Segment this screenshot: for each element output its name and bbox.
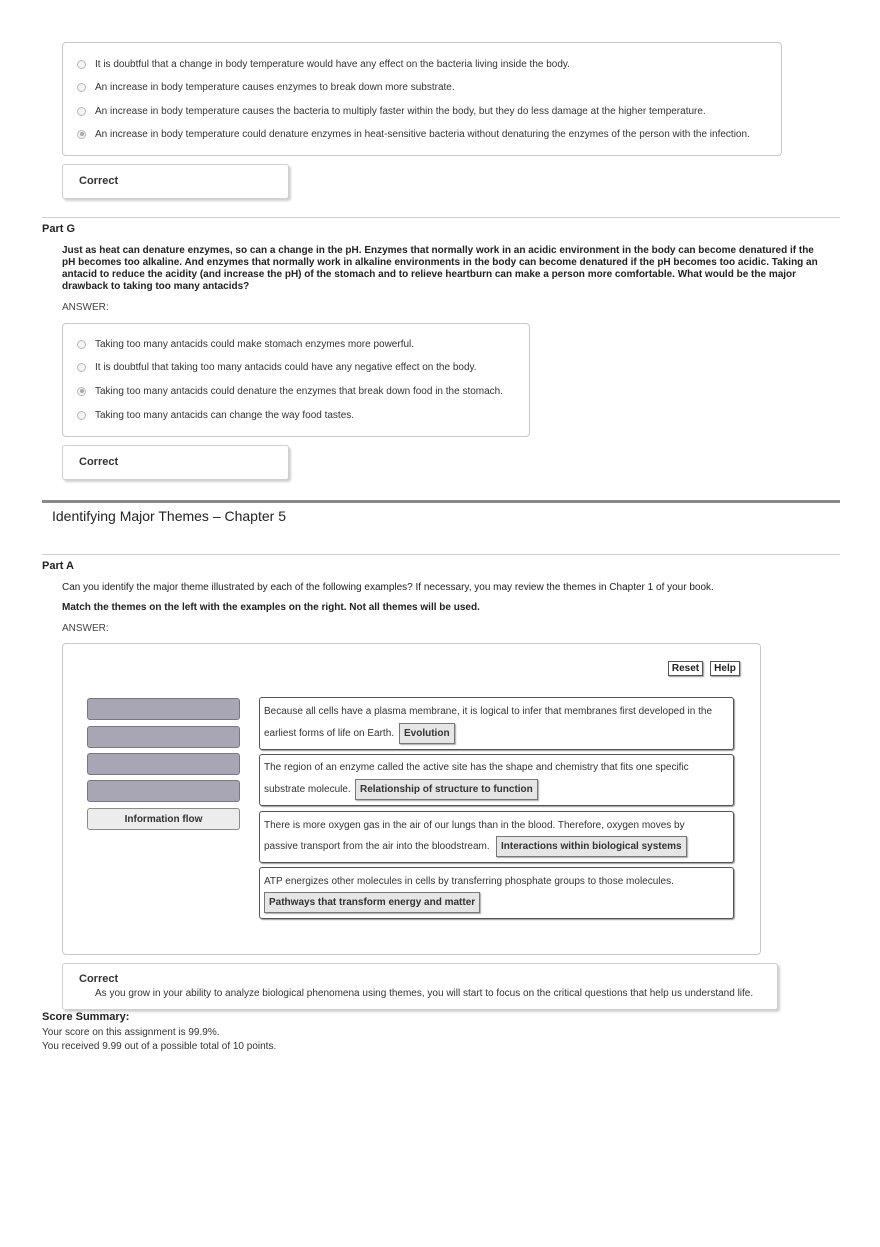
example-text: passive transport from the air into the bloodstream. bbox=[264, 841, 490, 852]
part-label: Part A bbox=[42, 560, 74, 572]
radio-button-selected[interactable] bbox=[77, 130, 86, 139]
answer-label: ANSWER: bbox=[62, 302, 109, 313]
answer-option[interactable] bbox=[77, 104, 706, 118]
theme-slot-empty[interactable] bbox=[87, 780, 240, 802]
example-text: substrate molecule. bbox=[264, 784, 351, 795]
instruction-text: Match the themes on the left with the examples on the right. Not all themes will be used. bbox=[62, 602, 480, 613]
answer-box bbox=[62, 323, 530, 437]
example-target[interactable] bbox=[259, 697, 734, 750]
reset-button[interactable]: Reset bbox=[668, 661, 703, 676]
feedback-box bbox=[62, 445, 289, 480]
option-text: An increase in body temperature could denature enzymes in heat-sensitive bacteria without denaturing the enzymes of the person with the infection. bbox=[95, 128, 750, 140]
prev-answer-box bbox=[62, 42, 782, 156]
example-text: earliest forms of life on Earth. bbox=[264, 728, 395, 739]
option-text: Taking too many antacids can change the way food tastes. bbox=[95, 409, 355, 421]
placed-theme-chip[interactable]: Interactions within biological systems bbox=[496, 836, 687, 857]
question-line: pH becomes too alkaline. And enzymes that normally work in alkaline environments in the body can become denatured if the pH becomes too acidic. Taking an bbox=[62, 257, 818, 268]
example-text: ATP energizes other molecules in cells by transferring phosphate groups to those molecules. bbox=[264, 876, 674, 887]
answer-option[interactable] bbox=[77, 337, 414, 351]
theme-card[interactable]: Information flow bbox=[87, 808, 240, 830]
question-line: Just as heat can denature enzymes, so can a change in the pH. Enzymes that normally work in an acidic environment in the body can become denatured if the bbox=[62, 245, 814, 256]
radio-button[interactable] bbox=[77, 83, 86, 92]
section-rule bbox=[42, 500, 840, 503]
option-text: An increase in body temperature causes enzymes to break down more substrate. bbox=[95, 81, 455, 93]
feedback-label: Correct bbox=[79, 456, 119, 468]
feedback-text: As you grow in your ability to analyze biological phenomena using themes, you will start to focus on the critical questions that help us understand life. bbox=[95, 988, 754, 999]
answer-option[interactable] bbox=[77, 127, 750, 141]
example-text: There is more oxygen gas in the air of our lungs than in the blood. Therefore, oxygen moves by bbox=[264, 820, 685, 831]
example-text: Because all cells have a plasma membrane, it is logical to infer that membranes first developed in the bbox=[264, 706, 713, 717]
placed-theme-chip[interactable]: Relationship of structure to function bbox=[355, 779, 538, 800]
theme-slot-empty[interactable] bbox=[87, 698, 240, 720]
radio-button-selected[interactable] bbox=[77, 387, 86, 396]
question-line: antacid to reduce the acidity (and increase the pH) of the stomach and to relieve heartburn can make a person more comfortable. What would be the major bbox=[62, 269, 797, 280]
part-label: Part G bbox=[42, 223, 76, 235]
example-text: The region of an enzyme called the active site has the shape and chemistry that fits one specific bbox=[264, 762, 689, 773]
answer-option[interactable] bbox=[77, 57, 570, 71]
feedback-label: Correct bbox=[79, 175, 119, 187]
question-text bbox=[62, 245, 837, 293]
section-title: Identifying Major Themes – Chapter 5 bbox=[52, 508, 286, 524]
theme-slot-empty[interactable] bbox=[87, 753, 240, 775]
placed-theme-chip[interactable]: Evolution bbox=[399, 723, 455, 744]
option-text: It is doubtful that taking too many antacids could have any negative effect on the body. bbox=[95, 361, 477, 373]
option-text: Taking too many antacids could denature the enzymes that break down food in the stomach. bbox=[95, 385, 504, 397]
question-line: drawback to taking too many antacids? bbox=[62, 281, 250, 292]
radio-button[interactable] bbox=[77, 107, 86, 116]
score-title: Score Summary: bbox=[42, 1011, 130, 1023]
feedback-label: Correct bbox=[79, 973, 119, 985]
radio-button[interactable] bbox=[77, 340, 86, 349]
radio-button[interactable] bbox=[77, 411, 86, 420]
option-text: Taking too many antacids could make stomach enzymes more powerful. bbox=[95, 338, 415, 350]
answer-label: ANSWER: bbox=[62, 623, 109, 634]
example-target[interactable] bbox=[259, 811, 734, 863]
answer-option[interactable] bbox=[77, 360, 477, 374]
score-line: Your score on this assignment is 99.9%. bbox=[42, 1027, 220, 1038]
answer-option[interactable] bbox=[77, 408, 354, 422]
help-button[interactable]: Help bbox=[710, 661, 740, 676]
score-line: You received 9.99 out of a possible total of 10 points. bbox=[42, 1041, 277, 1052]
feedback-box bbox=[62, 963, 778, 1010]
example-target[interactable] bbox=[259, 754, 734, 806]
option-text: It is doubtful that a change in body temperature would have any effect on the bacteria living inside the body. bbox=[95, 58, 570, 70]
divider bbox=[42, 554, 840, 555]
feedback-box bbox=[62, 164, 289, 199]
divider bbox=[42, 217, 840, 218]
placed-theme-chip[interactable]: Pathways that transform energy and matter bbox=[264, 892, 480, 913]
answer-option[interactable] bbox=[77, 80, 455, 94]
radio-button[interactable] bbox=[77, 60, 86, 69]
theme-slot-empty[interactable] bbox=[87, 726, 240, 748]
example-target[interactable] bbox=[259, 867, 734, 919]
question-text: Can you identify the major theme illustrated by each of the following examples? If necessary, you may review the themes in Chapter 1 of your book. bbox=[62, 582, 714, 593]
radio-button[interactable] bbox=[77, 363, 86, 372]
answer-option[interactable] bbox=[77, 384, 503, 398]
option-text: An increase in body temperature causes the bacteria to multiply faster within the body, but they do less damage at the higher temperature. bbox=[95, 105, 706, 117]
